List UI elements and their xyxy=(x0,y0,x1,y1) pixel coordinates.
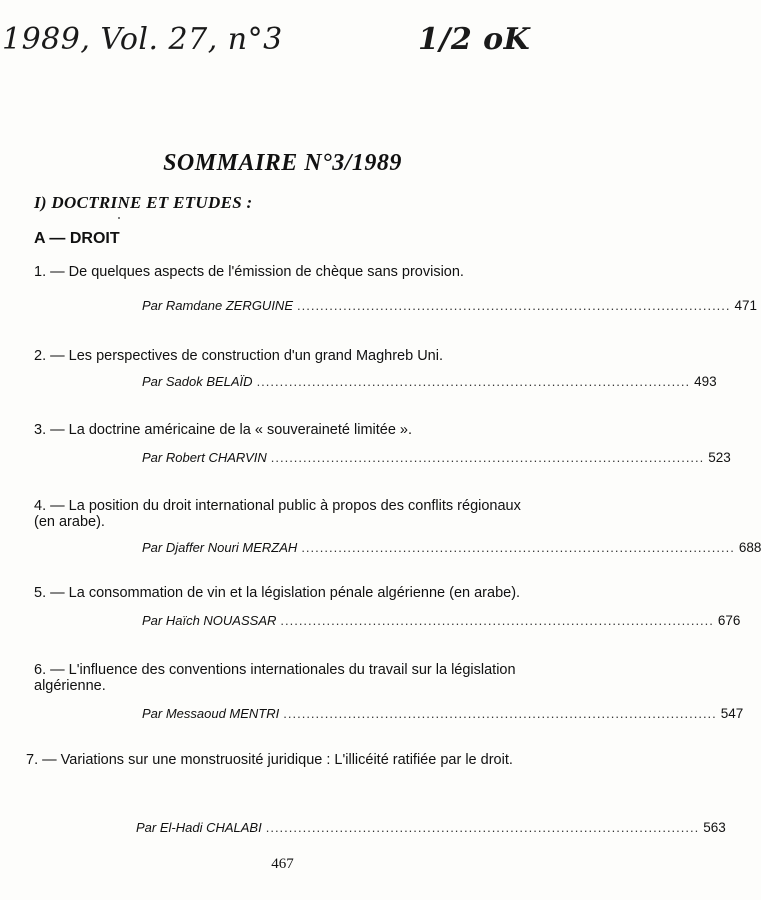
toc-entry-page: 523 xyxy=(708,450,731,465)
toc-entry-title-text: La position du droit international public à propos des conflits régionaux (en arabe). xyxy=(34,498,521,530)
toc-entry-5 xyxy=(34,585,741,628)
toc-entry-number: 3. — xyxy=(34,422,65,438)
toc-entry-title xyxy=(34,498,544,530)
toc-entry-number: 4. — xyxy=(34,498,65,514)
toc-entry-4 xyxy=(34,498,761,555)
section-heading: I) DOCTRINE ET ETUDES : xyxy=(34,193,253,212)
toc-entry-author: Par Sadok BELAÏD xyxy=(142,374,253,389)
dot-leader: .............................................................................................. xyxy=(265,820,700,835)
toc-entry-title-text: Les perspectives de construction d'un grand Maghreb Uni. xyxy=(68,348,444,364)
handwritten-annotation-right: 1/2 oK xyxy=(418,22,531,57)
toc-entry-author-line xyxy=(136,820,726,835)
toc-entry-page: 547 xyxy=(720,706,744,721)
toc-entry-author: Par Haïch NOUASSAR xyxy=(142,613,277,628)
toc-entry-title xyxy=(26,752,544,768)
subsection-heading: A — DROIT xyxy=(34,230,120,247)
toc-entry-page: 688 xyxy=(738,540,761,555)
toc-entry-number: 6. — xyxy=(34,662,65,678)
page-number: 467 xyxy=(271,856,294,872)
handwritten-annotation-left: 1989, Vol. 27, n°3 xyxy=(2,22,283,57)
toc-entry-title-text: L'influence des conventions internationales du travail sur la législation algérienne. xyxy=(34,662,516,694)
dot-leader: .............................................................................................. xyxy=(270,450,705,465)
toc-entry-7 xyxy=(26,752,726,835)
toc-entry-title xyxy=(34,662,544,694)
toc-entry-2 xyxy=(34,348,717,389)
dot-leader: .............................................................................................. xyxy=(256,374,691,389)
toc-entry-number: 2. — xyxy=(34,348,65,364)
toc-entry-page: 493 xyxy=(694,374,717,389)
dot-leader: .............................................................................................. xyxy=(301,540,735,555)
page-title: SOMMAIRE N°3/1989 xyxy=(163,150,402,176)
toc-entry-title-text: De quelques aspects de l'émission de chèque sans provision. xyxy=(68,264,464,280)
toc-entry-author: Par Robert CHARVIN xyxy=(142,450,267,465)
speck xyxy=(118,217,120,219)
toc-entry-author-line xyxy=(142,450,731,465)
toc-entry-number: 5. — xyxy=(34,585,65,601)
toc-entry-3 xyxy=(34,422,731,465)
dot-leader: .............................................................................................. xyxy=(297,298,731,313)
toc-entry-1 xyxy=(34,264,758,313)
toc-entry-title-text: Variations sur une monstruosité juridique : L'illicéité ratifiée par le droit. xyxy=(60,752,513,768)
toc-entry-author: Par Djaffer Nouri MERZAH xyxy=(142,540,298,555)
toc-entry-page: 471 xyxy=(734,298,758,313)
toc-entry-title-text: La doctrine américaine de la « souveraineté limitée ». xyxy=(68,422,413,438)
toc-entry-number: 1. — xyxy=(34,264,65,280)
toc-entry-page: 676 xyxy=(717,613,741,628)
dot-leader: .............................................................................................. xyxy=(283,706,717,721)
dot-leader: .............................................................................................. xyxy=(280,613,714,628)
toc-entry-title xyxy=(34,585,544,601)
toc-entry-author-line xyxy=(142,374,717,389)
toc-entry-page: 563 xyxy=(703,820,726,835)
toc-entry-author: Par Messaoud MENTRI xyxy=(142,706,280,721)
toc-entry-6 xyxy=(34,662,744,721)
toc-entry-author: Par Ramdane ZERGUINE xyxy=(142,298,293,313)
toc-entry-title xyxy=(34,348,544,364)
toc-entry-author-line xyxy=(142,706,744,721)
toc-entry-number: 7. — xyxy=(26,752,57,768)
toc-entry-title xyxy=(34,264,544,280)
toc-entry-author-line xyxy=(142,613,741,628)
toc-entry-title-text: La consommation de vin et la législation pénale algérienne (en arabe). xyxy=(68,585,521,601)
toc-entry-author-line xyxy=(142,298,758,313)
toc-entry-author-line xyxy=(142,540,761,555)
toc-entry-author: Par El-Hadi CHALABI xyxy=(136,820,262,835)
toc-entry-title xyxy=(34,422,544,438)
